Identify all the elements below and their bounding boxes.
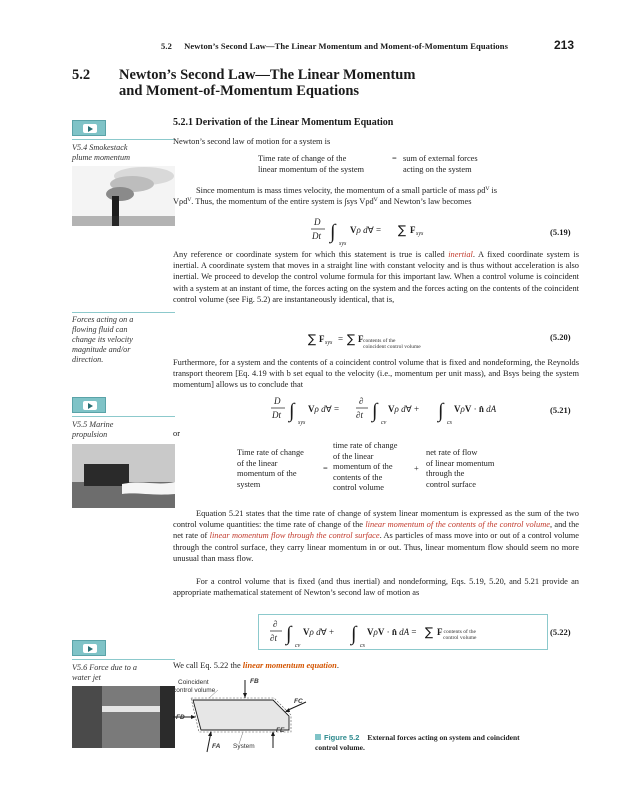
figure-label-fb: FB bbox=[250, 678, 259, 685]
term-line: system bbox=[237, 479, 261, 489]
note-line: change its velocity bbox=[72, 335, 133, 344]
paragraph-3 bbox=[173, 249, 579, 305]
svg-text:∑: ∑ bbox=[398, 223, 407, 237]
svg-text:cs: cs bbox=[447, 420, 452, 426]
figure-label-system: System bbox=[233, 743, 255, 750]
subscript-line: contents of the bbox=[443, 629, 476, 635]
p5-text: Equation 5.21 states that the time rate of change of system linear momentum is expressed as the sum of the two control volume quantities: the time rate of change of the bbox=[173, 509, 579, 530]
video-caption-v56 bbox=[72, 663, 137, 683]
running-header-section: 5.2 bbox=[161, 41, 172, 51]
svg-text:F: F bbox=[437, 627, 443, 637]
law-line: linear momentum of the system bbox=[258, 164, 365, 174]
running-header bbox=[161, 41, 508, 51]
svg-text:∑: ∑ bbox=[308, 332, 317, 346]
equation-5-22-subscript bbox=[443, 629, 476, 641]
svg-text:∫: ∫ bbox=[330, 221, 336, 243]
caption-line: propulsion bbox=[72, 430, 108, 439]
p3-text: Any reference or coordinate system for which this statement is true is called bbox=[173, 250, 449, 259]
figure-caption bbox=[315, 733, 555, 753]
smokestack-photo bbox=[72, 166, 175, 226]
caption-marker bbox=[315, 734, 321, 740]
caption-line: V5.4 Smokestack bbox=[72, 143, 128, 152]
subscript-line: control volume bbox=[443, 635, 477, 641]
subscript-line: coincident control volume bbox=[363, 344, 421, 350]
play-icon bbox=[83, 644, 97, 653]
verbal-term-3 bbox=[426, 448, 526, 490]
term-line: control surface bbox=[426, 479, 476, 489]
svg-text:∂: ∂ bbox=[273, 619, 278, 629]
equation-5-19 bbox=[310, 214, 450, 246]
paragraph-1: Newton’s second law of motion for a system is bbox=[173, 137, 331, 146]
page-number: 213 bbox=[553, 38, 574, 52]
svg-text:VρV · n̂ dA =: VρV · n̂ dA = bbox=[367, 627, 417, 637]
figure-caption-line: External forces acting on system and coincident bbox=[367, 733, 520, 742]
video-caption-v54 bbox=[72, 143, 130, 163]
equation-number-5-20: (5.20) bbox=[550, 332, 571, 342]
sidebar-divider bbox=[72, 416, 175, 417]
video-play-button-v55[interactable] bbox=[72, 397, 106, 413]
note-line: Forces acting on a bbox=[72, 315, 134, 324]
svg-text:∫: ∫ bbox=[438, 400, 444, 422]
svg-text:=: = bbox=[338, 334, 344, 344]
term-line: momentum of the bbox=[333, 462, 393, 471]
keyword-linear-momentum-equation: linear momentum equation bbox=[242, 661, 337, 670]
svg-text:D: D bbox=[314, 217, 321, 227]
svg-text:VρV · n̂ dA: VρV · n̂ dA bbox=[454, 404, 497, 414]
equation-number-5-22: (5.22) bbox=[550, 627, 571, 637]
sidebar-note bbox=[72, 315, 133, 365]
p2-line: Since momentum is mass times velocity, the momentum of a small particle of mass ρdⱽ is bbox=[196, 186, 497, 195]
svg-text:∫: ∫ bbox=[372, 400, 378, 422]
term-line: of linear momentum bbox=[426, 458, 495, 468]
svg-text:∫: ∫ bbox=[289, 400, 295, 422]
note-line: flowing fluid can bbox=[72, 325, 128, 334]
p3-text: . A fixed coordinate system is inertial. A coordinate system that moves in a straight line with constant velocity and is thus without acceleration is also inertial. We proceed to develop the control volume formula for this important law. When a control volume is coincident with a system at an instant of time, the forces acting on the system and the forces acting on the contents of the coincident control volume (see Fig. 5.2) are instantaneously identical, that is, bbox=[173, 250, 579, 304]
video-play-button-v56[interactable] bbox=[72, 640, 106, 656]
svg-text:∂t: ∂t bbox=[356, 410, 363, 420]
p7-text: . bbox=[336, 661, 339, 670]
section-title-line1: Newton’s Second Law—The Linear Momentum bbox=[119, 67, 416, 83]
play-icon bbox=[83, 401, 97, 410]
term-line: contents of the bbox=[333, 472, 383, 482]
p2-line: Vρdⱽ. Thus, the momentum of the entire system is ∫sys Vρdⱽ and Newton’s law becomes bbox=[173, 197, 472, 207]
svg-text:∑: ∑ bbox=[425, 625, 434, 639]
sidebar-divider bbox=[72, 659, 175, 660]
svg-text:∂t: ∂t bbox=[270, 633, 277, 643]
figure-label-line: control volume bbox=[173, 687, 216, 694]
figure-caption-line: control volume. bbox=[315, 743, 365, 752]
verbal-term-1 bbox=[237, 448, 322, 490]
svg-text:Vρ dⱯ =: Vρ dⱯ = bbox=[350, 225, 382, 235]
section-title-line2: and Moment-of-Momentum Equations bbox=[119, 83, 360, 99]
svg-text:F: F bbox=[319, 334, 325, 344]
sidebar-divider bbox=[72, 312, 175, 313]
video-play-button-v54[interactable] bbox=[72, 120, 106, 136]
figure-label-fe: FE bbox=[276, 727, 285, 734]
keyword-cv-momentum: linear momentum of the contents of the control volume bbox=[365, 520, 550, 530]
svg-text:cv: cv bbox=[295, 643, 301, 649]
term-line: of the linear bbox=[237, 458, 278, 468]
subsection-title: 5.2.1 Derivation of the Linear Momentum Equation bbox=[173, 117, 394, 128]
paragraph-4: Furthermore, for a system and the contents of a coincident control volume that is fixed and nondeforming, the Reynolds transport theorem [Eq. 4.19 with b set equal to the velocity (i.e., momentum per unit mass), and Bsys being the system momentum] allows us to conclude that bbox=[173, 358, 579, 390]
law-right bbox=[403, 154, 513, 175]
figure-label-fc: FC bbox=[294, 698, 303, 705]
keyword-inertial: inertial bbox=[448, 250, 473, 259]
term-line: of the linear bbox=[333, 451, 374, 461]
svg-text:Vρ dⱯ +: Vρ dⱯ + bbox=[388, 404, 420, 414]
term-line: through the bbox=[426, 469, 465, 478]
law-line: sum of external forces bbox=[403, 154, 478, 163]
equation-5-20-subscript bbox=[363, 338, 421, 350]
svg-text:sys: sys bbox=[416, 231, 424, 237]
term-line: control volume bbox=[333, 483, 384, 492]
svg-text:D: D bbox=[274, 396, 281, 406]
law-left bbox=[258, 154, 398, 175]
running-header-title: Newton’s Second Law—The Linear Momentum and Moment-of-Momentum Equations bbox=[184, 41, 508, 51]
paragraph-7 bbox=[173, 660, 579, 671]
equation-number-5-19: (5.19) bbox=[550, 227, 571, 237]
caption-line: water jet bbox=[72, 673, 101, 682]
caption-line: V5.6 Force due to a bbox=[72, 663, 137, 672]
svg-text:∫: ∫ bbox=[286, 623, 292, 645]
paragraph-2 bbox=[173, 185, 579, 207]
term-line: net rate of flow bbox=[426, 448, 478, 457]
paragraph-6: For a control volume that is fixed (and thus inertial) and nondeforming, Eqs. 5.19, 5.20, and 5.21 provide an appropriate mathematical statement of Newton’s second law of motion as bbox=[173, 577, 579, 598]
figure-caption-head: Figure 5.2 bbox=[324, 733, 360, 742]
caption-line: plume momentum bbox=[72, 153, 130, 162]
figure-label-coincident bbox=[173, 679, 215, 695]
p7-text: We call Eq. 5.22 the bbox=[173, 661, 243, 670]
law-line: Time rate of change of the bbox=[258, 154, 347, 163]
svg-text:sys: sys bbox=[339, 241, 347, 247]
term-line: momentum of the bbox=[237, 469, 297, 478]
water-jet-photo bbox=[72, 686, 175, 748]
svg-text:Dt: Dt bbox=[312, 231, 321, 241]
svg-text:Dt: Dt bbox=[272, 410, 281, 420]
play-icon bbox=[83, 124, 97, 133]
term-line: time rate of change bbox=[333, 441, 398, 450]
svg-text:sys: sys bbox=[298, 420, 306, 426]
equation-5-21 bbox=[270, 393, 540, 427]
note-line: magnitude and/or bbox=[72, 345, 131, 354]
section-title bbox=[119, 67, 449, 99]
svg-text:∂: ∂ bbox=[359, 396, 364, 406]
verbal-plus: + bbox=[414, 464, 419, 473]
section-number: 5.2 bbox=[72, 67, 91, 83]
equation-5-22-box bbox=[258, 614, 548, 650]
svg-text:cs: cs bbox=[360, 643, 365, 649]
svg-text:F: F bbox=[410, 225, 416, 235]
p5-text: , and the net rate of bbox=[173, 520, 579, 541]
marine-propulsion-photo bbox=[72, 444, 175, 508]
svg-text:sys: sys bbox=[325, 340, 333, 346]
figure-label-line: Coincident bbox=[178, 679, 209, 686]
svg-text:Vρ dⱯ =: Vρ dⱯ = bbox=[308, 404, 340, 414]
note-line: direction. bbox=[72, 355, 104, 364]
paragraph-5 bbox=[173, 508, 579, 564]
svg-text:∑: ∑ bbox=[347, 332, 356, 346]
svg-text:F: F bbox=[358, 334, 364, 344]
keyword-cs-momentum-flow: linear momentum flow through the control surface bbox=[209, 531, 380, 541]
term-line: Time rate of change bbox=[237, 448, 304, 457]
or-text: or bbox=[173, 429, 180, 438]
p5-text: . As particles of mass move into or out of a control volume through the control surface, they carry linear momentum in or out. Thus, linear momentum flow should seem no more unusual than mass flow. bbox=[173, 531, 579, 563]
subscript-line: contents of the bbox=[363, 338, 396, 344]
svg-text:cv: cv bbox=[381, 420, 387, 426]
verbal-equals: = bbox=[323, 464, 328, 473]
svg-text:∫: ∫ bbox=[351, 623, 357, 645]
video-caption-v55 bbox=[72, 420, 113, 440]
figure-label-fa: FA bbox=[212, 743, 221, 750]
svg-text:Vρ dⱯ +: Vρ dⱯ + bbox=[303, 627, 335, 637]
law-line: acting on the system bbox=[403, 164, 472, 174]
sidebar-divider bbox=[72, 139, 175, 140]
figure-label-fd: FD bbox=[176, 714, 185, 721]
equation-number-5-21: (5.21) bbox=[550, 405, 571, 415]
law-equals: = bbox=[392, 154, 397, 163]
caption-line: V5.5 Marine bbox=[72, 420, 114, 429]
verbal-term-2 bbox=[333, 441, 423, 494]
